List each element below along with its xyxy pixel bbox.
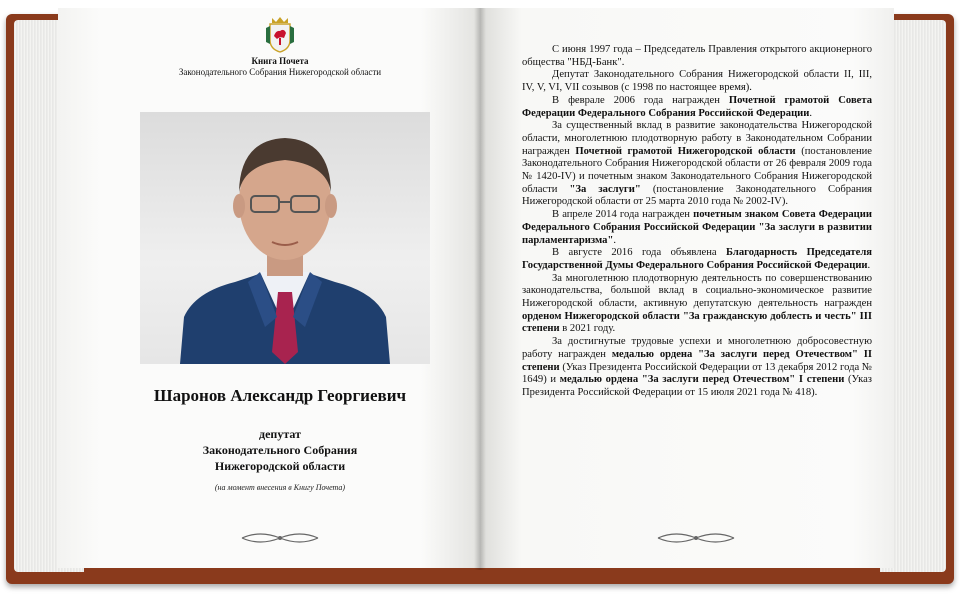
ornament-icon [240,530,320,546]
bio-paragraph: За многолетнюю плодотворную деятельность по совершенствованию законодательства, большой вклад в социально-экономическое развитие Нижегородской области, активную депутатскую деятельность награжден орденом Нижегородской области "За гражданскую доблесть и честь" III степени в 2021 году. [522,272,872,335]
bio-paragraph: В феврале 2006 года награжден Почетной грамотой Совета Федерации Федерального Собрания Российской Федерации. [522,94,872,119]
person-name: Шаронов Александр Георгиевич [153,386,407,405]
coat-of-arms-icon [262,14,298,54]
bio-paragraph: За достигнутые трудовые успехи и многолетнюю добросовестную работу награжден медалью ордена "За заслуги перед Отечеством" II степени (Указ Президента Российской Федерации от 13 декабря 2012 года № 1649) и медалью ордена "За заслуги перед Отечеством" I степени (Указ Президента Российской Федерации от 15 июля 2021 года № 418). [522,336,872,398]
biography-text [522,44,872,400]
book-subtitle: Законодательного Собрания Нижегородской области [178,67,382,77]
person-role [140,426,420,474]
ornament-icon [656,530,736,546]
bio-paragraph: Депутат Законодательного Собрания Нижегородской области II, III, IV, V, VI, VII созывов (с 1998 по настоящее время). [522,69,872,94]
bio-paragraph: С июня 1997 года – Председатель Правления открытого акционерного общества "НБД-Банк". [522,44,872,68]
bio-paragraph: В августе 2016 года объявлена Благодарность Председателя Государственной Думы Федерального Собрания Российской Федерации. [522,247,873,271]
role-line-3: Нижегородской области [214,459,346,473]
entry-note: (на момент внесения в Книгу Почета) [214,483,346,492]
bio-paragraph: За существенный вклад в развитие законодательства Нижегородской области, многолетнюю плодотворную работу в Законодательном Собрании награжден Почетной грамотой Нижегородской области (постановление Законодательного Собрания Нижегородской области от 26 февраля 2009 года № 1420-IV) и почетным знаком Законодательного Собрания Нижегородской области "За заслуги" (постановление Законодательного Собрания Нижегородской области от 25 марта 2010 года № 2002-IV). [522,120,872,208]
bio-paragraph: В апреле 2014 года награжден почетным знаком Совета Федерации Федерального Собрания Российской Федерации "За заслуги в развитии парламентаризма". [522,209,872,246]
portrait-photo [140,112,430,364]
role-line-2: Законодательного Собрания [202,443,358,457]
book-spine [474,8,486,570]
book-title: Книга Почета [251,56,309,66]
role-line-1: депутат [259,427,301,441]
book-header [100,56,460,78]
